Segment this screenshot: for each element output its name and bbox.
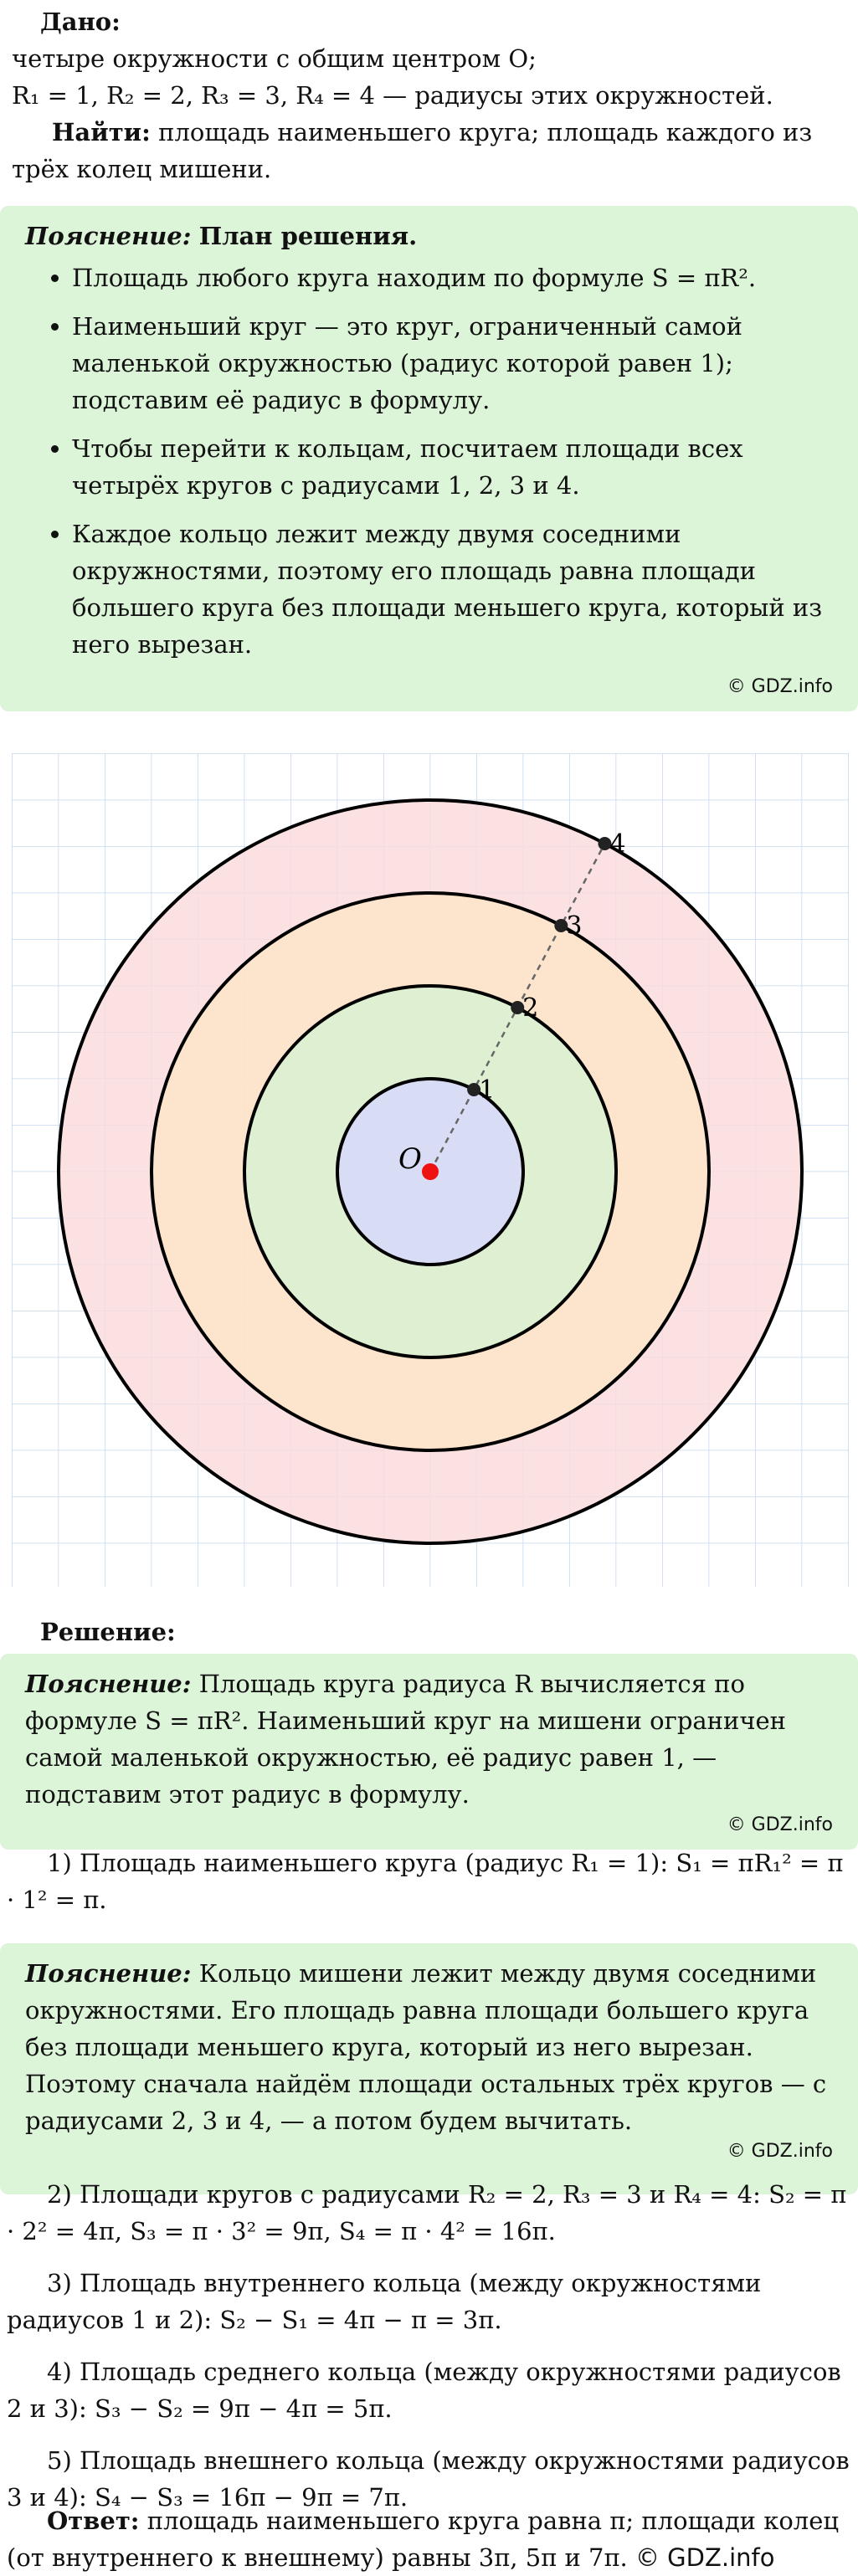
- explanation-2-text: Кольцо мишени лежит между двумя соседними окружностями. Его площадь равна площади большего круга без площади меньшего круга, который из него вырезан. Поэтому сначала найдём площади остальных трёх кругов — с радиусами 2, 3 и 4, — а потом будем вычитать.: [25, 1959, 827, 2135]
- center-point: [422, 1163, 439, 1180]
- explanation-1-copyright: © GDZ.info: [727, 1814, 833, 1835]
- plan-list: [25, 259, 833, 663]
- find-header: Найти:: [52, 118, 151, 146]
- answer-section: [0, 2502, 858, 2576]
- given-section: [0, 3, 858, 187]
- plan-copyright: © GDZ.info: [727, 676, 833, 697]
- step-5-text: 5) Площадь внешнего кольца (между окружностями радиусов 3 и 4): S₄ − S₃ = 16π − 9π = 7π.: [7, 2446, 850, 2512]
- plan-label: Пояснение:: [25, 222, 192, 250]
- radius-label: 2: [522, 993, 539, 1023]
- step-4-text: 4) Площадь среднего кольца (между окружностями радиусов 2 и 3): S₃ − S₂ = 9π − 4π = 5π.: [7, 2358, 841, 2423]
- step-3-text: 3) Площадь внутреннего кольца (между окружностями радиусов 1 и 2): S₂ − S₁ = 4π − π = 3π.: [7, 2269, 762, 2334]
- solution-header: Решение:: [40, 1618, 176, 1646]
- explanation-box-1: [0, 1654, 858, 1850]
- find-text: площадь наименьшего круга; площадь каждого из трёх колец мишени.: [12, 118, 813, 183]
- radius-label: 3: [566, 911, 583, 941]
- explanation-1-text: Площадь круга радиуса R вычисляется по формуле S = πR². Наименьший круг на мишени ограничен самой маленькой окружностью, её радиус равен 1, — подставим этот радиус в формулу.: [25, 1670, 786, 1809]
- step-1: [0, 1845, 858, 1918]
- explanation-box-2: [0, 1943, 858, 2194]
- plan-item: • Каждое кольцо лежит между двумя соседними окружностями, поэтому его площадь равна площади большего круга без площади меньшего круга, который из него вырезан.: [72, 516, 833, 663]
- center-label: O: [398, 1142, 422, 1176]
- explanation-1-label: Пояснение:: [25, 1670, 192, 1698]
- given-line-2: R₁ = 1, R₂ = 2, R₃ = 3, R₄ = 4 — радиусы этих окружностей.: [12, 81, 773, 110]
- target-diagram: [12, 753, 849, 1587]
- explanation-2-label: Пояснение:: [25, 1959, 192, 1988]
- answer-text: площадь наименьшего круга равна π; площади колец (от внутреннего к внешнему) равны 3π, 5π и 7π.: [7, 2507, 840, 2572]
- step-2-text: 2) Площади кругов с радиусами R₂ = 2, R₃ = 3 и R₄ = 4: S₂ = π · 2² = 4π, S₃ = π · 3² = 9π, S₄ = π · 4² = 16π.: [7, 2180, 847, 2245]
- solution-header-wrap: [0, 1614, 858, 1650]
- answer-copyright: © GDZ.info: [635, 2543, 775, 2572]
- radius-label: 1: [479, 1075, 496, 1105]
- explanation-2-copyright: © GDZ.info: [727, 2141, 833, 2162]
- steps-2-5: [0, 2176, 858, 2516]
- plan-item: • Чтобы перейти к кольцам, посчитаем площади всех четырёх кругов с радиусами 1, 2, 3 и 4.: [72, 430, 833, 504]
- radius-label: 4: [609, 829, 626, 859]
- given-line-1: четыре окружности с общим центром O;: [12, 44, 537, 73]
- plan-title: План решения.: [198, 222, 418, 250]
- plan-item: • Площадь любого круга находим по формуле S = πR².: [72, 259, 833, 296]
- target-figure: [12, 753, 849, 1587]
- answer-label: Ответ:: [47, 2507, 140, 2535]
- step-1-text: 1) Площадь наименьшего круга (радиус R₁ = 1): S₁ = πR₁² = π · 1² = π.: [7, 1849, 844, 1914]
- plan-item: • Наименьший круг — это круг, ограниченный самой маленькой окружностью (радиус которой равен 1); подставим её радиус в формулу.: [72, 308, 833, 418]
- plan-box: [0, 206, 858, 711]
- given-header: Дано:: [40, 8, 121, 36]
